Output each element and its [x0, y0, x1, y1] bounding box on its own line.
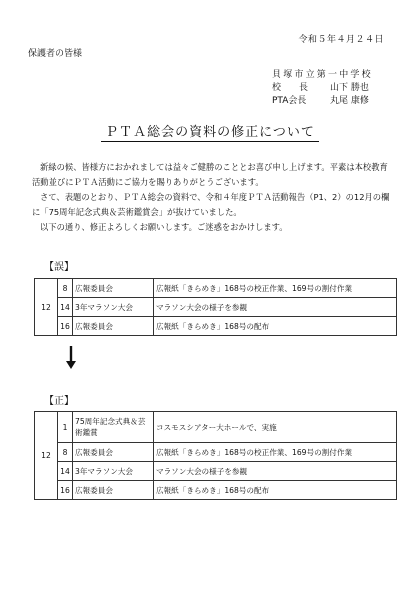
day-cell: 16 [58, 317, 73, 336]
down-arrow-icon [64, 346, 78, 370]
document-title-text: ＰＴＡ総会の資料の修正について [101, 125, 319, 142]
sender-role-principal: 校 長 [272, 83, 309, 93]
table-row [35, 481, 397, 500]
table-row [35, 462, 397, 481]
correct-table [34, 411, 397, 500]
paragraph-apology: 以下の通り、修正よろしくお願いします。ご迷惑をおかけします。 [40, 222, 288, 232]
table-row [35, 317, 397, 336]
wrong-label: 【誤】 [44, 262, 74, 273]
wrong-table [34, 278, 397, 336]
detail-cell: 広報紙「きらめき」168号の配布 [154, 317, 397, 336]
document-title [0, 121, 420, 140]
month-cell: 12 [35, 279, 58, 336]
sender-name-principal: 山下 勝也 [330, 83, 369, 93]
day-cell: 1 [58, 412, 73, 443]
day-cell: 14 [58, 298, 73, 317]
sender-role-pta: PTA会長 [272, 96, 307, 106]
sender-name-pta: 丸尾 康修 [330, 96, 369, 106]
table-row [35, 443, 397, 462]
sender-school [272, 67, 392, 80]
day-cell: 8 [58, 279, 73, 298]
sender-principal [272, 80, 392, 93]
detail-cell: マラソン大会の様子を参観 [154, 298, 397, 317]
day-cell: 8 [58, 443, 73, 462]
sender-pta-chair [272, 93, 392, 106]
detail-cell: 広報紙「きらめき」168号の校正作業、169号の割付作業 [154, 443, 397, 462]
day-cell: 14 [58, 462, 73, 481]
event-cell: 広報委員会 [73, 317, 154, 336]
table-row [35, 279, 397, 298]
recipient: 保護者の皆様 [28, 49, 83, 59]
sender-school-name: 貝塚市立第一中学校 [272, 70, 373, 80]
table-row [35, 412, 397, 443]
detail-cell: 広報紙「きらめき」168号の校正作業、169号の割付作業 [154, 279, 397, 298]
paragraph-greeting: 新緑の候、皆様方におかれましては益々ご健勝のこととお喜び申し上げます。平素は本校教育活動並びにＰＴＡ活動にご協力を賜りありがとうございます。 [32, 162, 388, 187]
event-cell: 3年マラソン大会 [73, 462, 154, 481]
event-cell: 3年マラソン大会 [73, 298, 154, 317]
correct-label: 【正】 [44, 396, 74, 407]
detail-cell: 広報紙「きらめき」168号の配布 [154, 481, 397, 500]
letter-date: 令和５年４月２４日 [298, 35, 384, 45]
event-cell: 広報委員会 [73, 443, 154, 462]
month-cell: 12 [35, 412, 58, 500]
detail-cell: コスモスシアター大ホールで、実施 [154, 412, 397, 443]
event-cell: 広報委員会 [73, 279, 154, 298]
event-cell: 75周年記念式典＆芸術鑑賞 [73, 412, 154, 443]
body-text [32, 160, 392, 235]
detail-cell: マラソン大会の様子を参観 [154, 462, 397, 481]
table-row [35, 298, 397, 317]
day-cell: 16 [58, 481, 73, 500]
paragraph-notice: さて、表題のとおり、ＰＴＡ総会の資料で、令和４年度ＰＴＡ活動報告（P1、2）の12月の欄に「75周年記念式典＆芸術鑑賞会」が抜けていました。 [32, 192, 390, 217]
event-cell: 広報委員会 [73, 481, 154, 500]
